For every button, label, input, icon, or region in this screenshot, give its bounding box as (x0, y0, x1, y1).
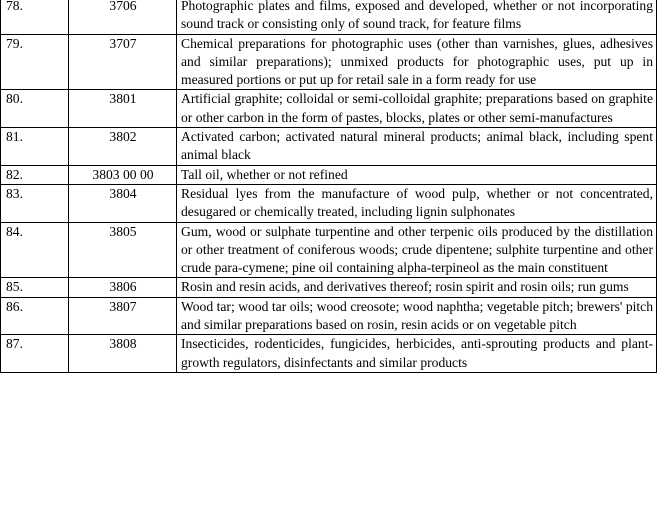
table-row (1, 34, 657, 90)
tariff-code: 3804 (69, 184, 177, 222)
goods-description: Photographic plates and films, exposed and developed, whether or not incorporating sound track or consisting only of sound track, for feature films (177, 0, 657, 34)
table-row (1, 128, 657, 166)
tariff-code: 3807 (69, 297, 177, 335)
row-number: 80. (1, 90, 69, 128)
row-number: 79. (1, 34, 69, 90)
tariff-code: 3707 (69, 34, 177, 90)
table-row (1, 297, 657, 335)
tariff-code: 3806 (69, 278, 177, 297)
table-row (1, 0, 657, 34)
goods-description: Rosin and resin acids, and derivatives thereof; rosin spirit and rosin oils; run gums (177, 278, 657, 297)
row-number: 83. (1, 184, 69, 222)
tariff-code: 3803 00 00 (69, 165, 177, 184)
goods-description: Activated carbon; activated natural mineral products; animal black, including spent animal black (177, 128, 657, 166)
tariff-code: 3808 (69, 335, 177, 373)
table-row (1, 278, 657, 297)
row-number: 78. (1, 0, 69, 34)
row-number: 87. (1, 335, 69, 373)
table-row (1, 165, 657, 184)
goods-description: Tall oil, whether or not refined (177, 165, 657, 184)
goods-description: Gum, wood or sulphate turpentine and other terpenic oils produced by the distillation or other treatment of coniferous woods; crude dipentene; sulphite turpentine and other crude para-cymene; pine oil containing alpha-terpineol as the main constituent (177, 222, 657, 278)
row-number: 84. (1, 222, 69, 278)
table-row (1, 184, 657, 222)
tariff-code: 3801 (69, 90, 177, 128)
goods-description: Artificial graphite; colloidal or semi-colloidal graphite; preparations based on graphite or other carbon in the form of pastes, blocks, plates or other semi-manufactures (177, 90, 657, 128)
goods-description: Wood tar; wood tar oils; wood creosote; wood naphtha; vegetable pitch; brewers' pitch and similar preparations based on rosin, resin acids or on vegetable pitch (177, 297, 657, 335)
row-number: 82. (1, 165, 69, 184)
goods-description: Insecticides, rodenticides, fungicides, herbicides, anti-sprouting products and plant-growth regulators, disinfectants and similar products (177, 335, 657, 373)
goods-description: Residual lyes from the manufacture of wood pulp, whether or not concentrated, desugared or chemically treated, including lignin sulphonates (177, 184, 657, 222)
table-row (1, 222, 657, 278)
tariff-code: 3706 (69, 0, 177, 34)
tariff-code: 3805 (69, 222, 177, 278)
row-number: 81. (1, 128, 69, 166)
table-row (1, 90, 657, 128)
row-number: 85. (1, 278, 69, 297)
table-row (1, 335, 657, 373)
goods-description: Chemical preparations for photographic uses (other than varnishes, glues, adhesives and similar preparations); unmixed products for photographic uses, put up in measured portions or put up for retail sale in a form ready for use (177, 34, 657, 90)
tariff-code: 3802 (69, 128, 177, 166)
row-number: 86. (1, 297, 69, 335)
